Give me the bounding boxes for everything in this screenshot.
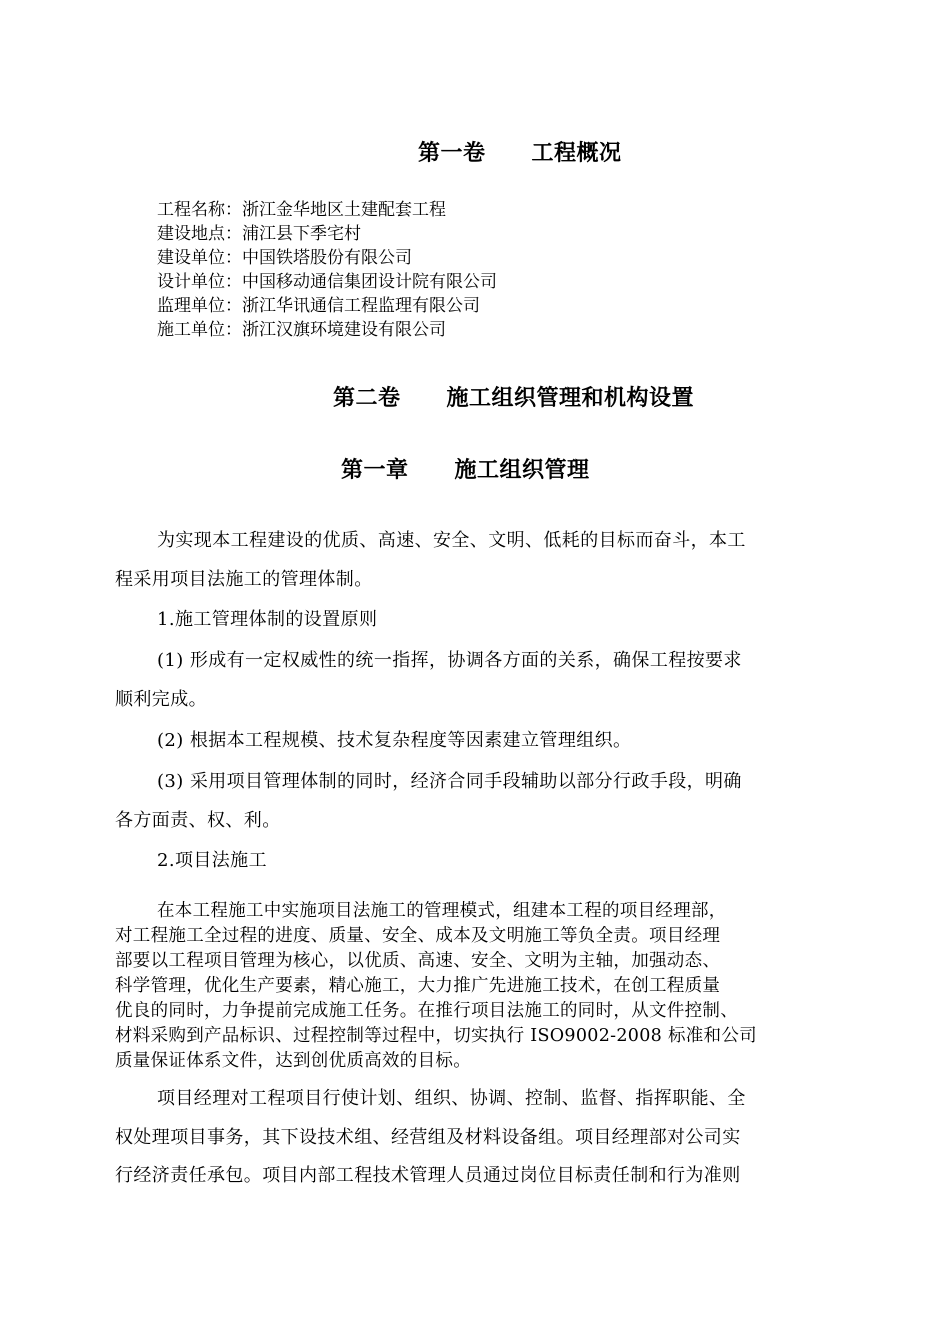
dense-line-1: 在本工程施工中实施项目法施工的管理模式，组建本工程的项目经理部， [157, 901, 727, 921]
project-info-name: 工程名称：浙江金华地区土建配套工程 [157, 200, 446, 220]
section2-title: 2.项目法施工 [157, 850, 267, 871]
volume2-heading-title: 施工组织管理和机构设置 [446, 386, 695, 411]
chapter1-heading-number: 第一章 [341, 458, 409, 483]
project-info-owner: 建设单位：中国铁塔股份有限公司 [157, 248, 412, 268]
dense-line-7: 质量保证体系文件，达到创优质高效的目标。 [115, 1051, 471, 1071]
dense-line-2: 对工程施工全过程的进度、质量、安全、成本及文明施工等负全责。项目经理 [115, 926, 721, 946]
principle2-line-1: (2) 根据本工程规模、技术复杂程度等因素建立管理组织。 [157, 730, 632, 751]
manager-duty-line-1: 项目经理对工程项目行使计划、组织、协调、控制、监督、指挥职能、全 [157, 1088, 746, 1109]
principle3-line-2: 各方面责、权、利。 [115, 810, 281, 831]
principle1-line-2: 顺利完成。 [115, 689, 207, 710]
project-info-designer: 设计单位：中国移动通信集团设计院有限公司 [157, 272, 497, 292]
dense-line-6: 材料采购到产品标识、过程控制等过程中，切实执行 ISO9002-2008 标准和公司 [115, 1026, 757, 1046]
project-info-block [157, 198, 497, 342]
volume2-heading-number: 第二卷 [333, 386, 401, 411]
project-info-location: 建设地点：浦江县下季宅村 [157, 224, 361, 244]
dense-line-3: 部要以工程项目管理为核心，以优质、高速、安全、文明为主轴，加强动态、 [115, 951, 721, 971]
chapter1-heading-title: 施工组织管理 [454, 458, 590, 483]
volume1-heading-number: 第一卷 [418, 141, 486, 166]
section1-title: 1.施工管理体制的设置原则 [157, 609, 378, 630]
dense-line-5: 优良的同时，力争提前完成施工任务。在推行项目法施工的同时，从文件控制、 [115, 1001, 738, 1021]
manager-duty-line-3: 行经济责任承包。项目内部工程技术管理人员通过岗位目标责任制和行为准则 [115, 1165, 741, 1186]
project-info-contractor: 施工单位：浙江汉旗环境建设有限公司 [157, 320, 446, 340]
volume2-heading [333, 381, 694, 412]
volume1-heading [418, 136, 622, 167]
volume1-heading-title: 工程概况 [531, 141, 622, 166]
manager-duty-line-2: 权处理项目事务，其下设技术组、经营组及材料设备组。项目经理部对公司实 [115, 1127, 741, 1148]
project-info-supervisor: 监理单位：浙江华讯通信工程监理有限公司 [157, 296, 480, 316]
intro-line-2: 程采用项目法施工的管理体制。 [115, 569, 373, 590]
principle1-line-1: (1) 形成有一定权威性的统一指挥，协调各方面的关系，确保工程按要求 [157, 650, 742, 671]
principle3-line-1: (3) 采用项目管理体制的同时，经济合同手段辅助以部分行政手段，明确 [157, 771, 742, 792]
intro-line-1: 为实现本工程建设的优质、高速、安全、文明、低耗的目标而奋斗，本工 [157, 530, 746, 551]
dense-line-4: 科学管理，优化生产要素，精心施工，大力推广先进施工技术，在创工程质量 [115, 976, 721, 996]
chapter1-heading [341, 453, 590, 484]
